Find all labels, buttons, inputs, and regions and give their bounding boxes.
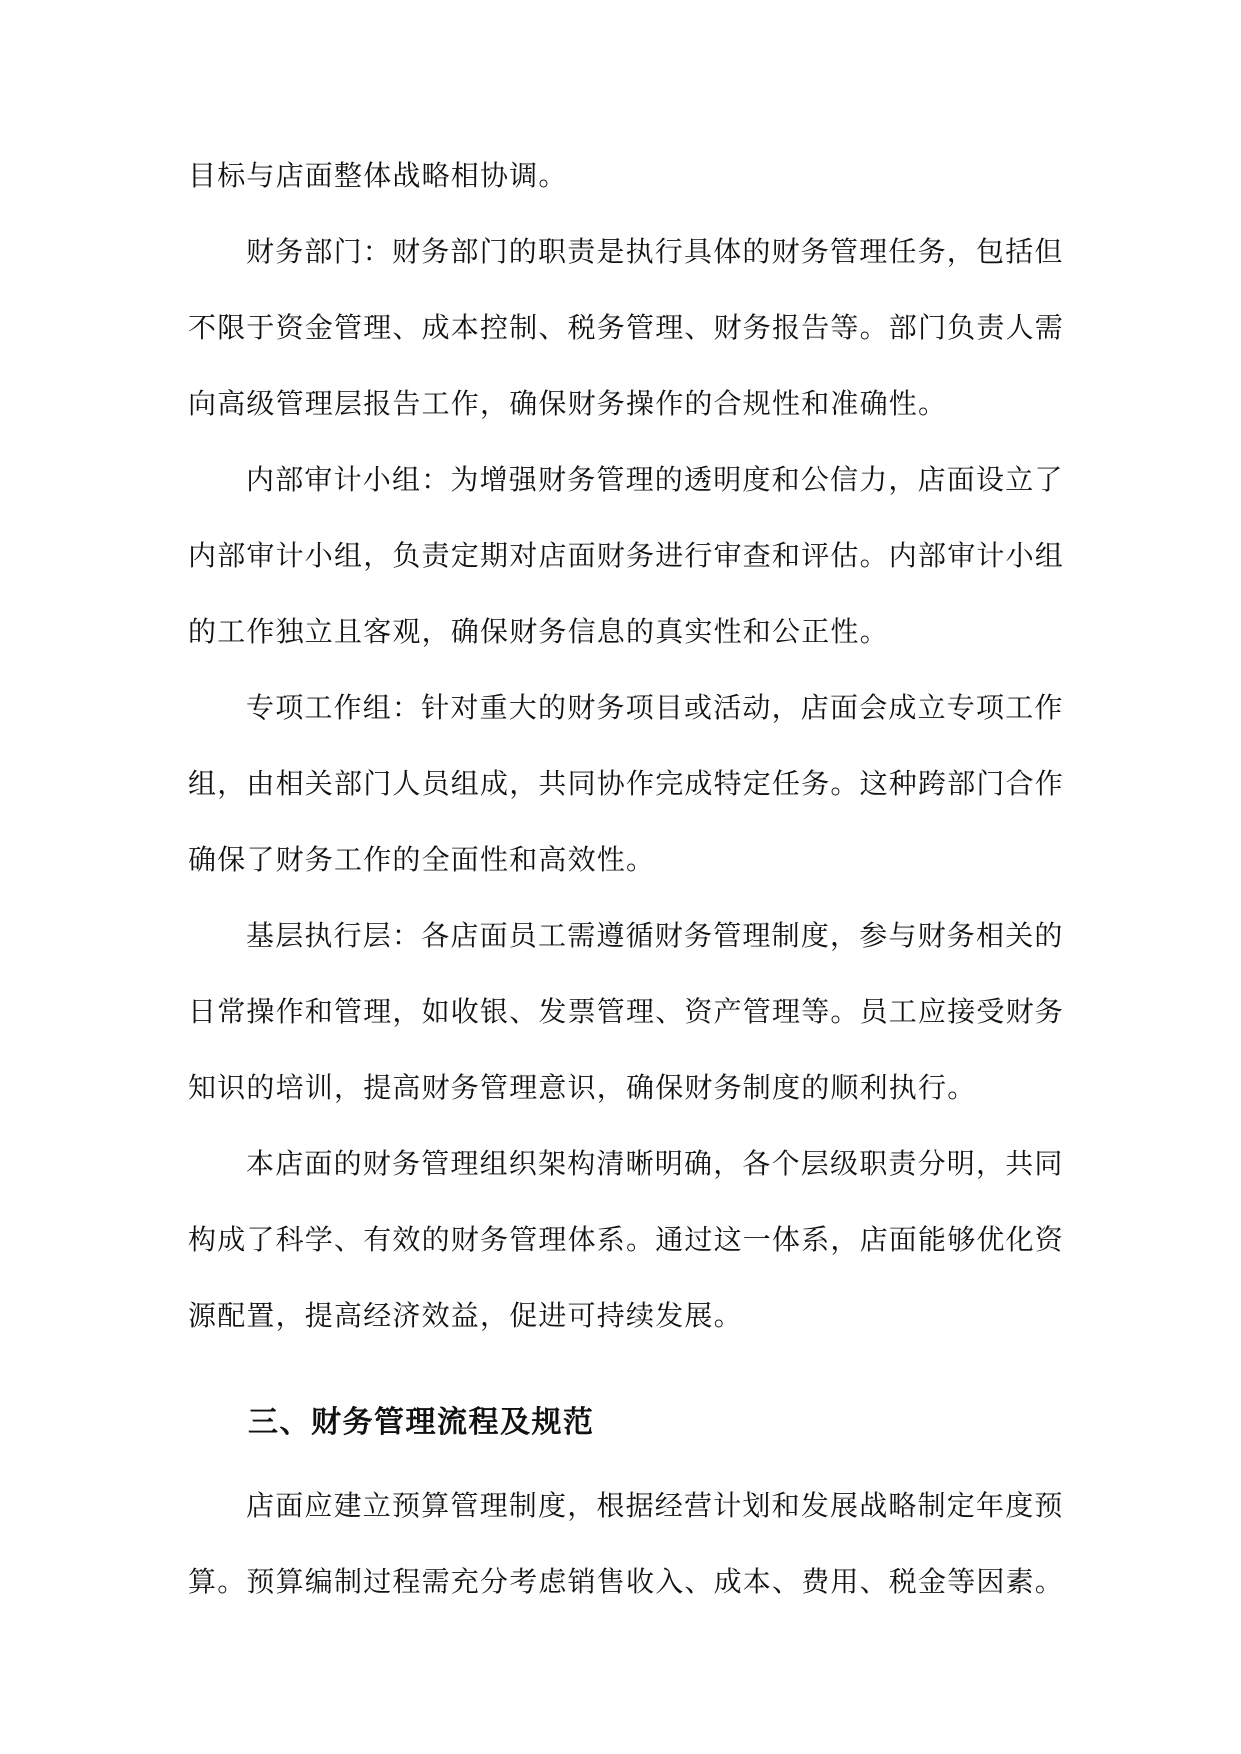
paragraph-line: 专项工作组：针对重大的财务项目或活动，店面会成立专项工作 — [246, 691, 1064, 724]
paragraph-line: 的工作独立且客观，确保财务信息的真实性和公正性。 — [188, 615, 889, 648]
section-heading: 三、财务管理流程及规范 — [248, 1405, 595, 1440]
paragraph-line: 源配置，提高经济效益，促进可持续发展。 — [188, 1299, 743, 1332]
paragraph-line: 算。预算编制过程需充分考虑销售收入、成本、费用、税金等因素。 — [188, 1565, 1065, 1598]
paragraph-line: 日常操作和管理，如收银、发票管理、资产管理等。员工应接受财务 — [188, 995, 1065, 1028]
paragraph-line: 内部审计小组：为增强财务管理的透明度和公信力，店面设立了 — [246, 463, 1064, 496]
paragraph-line: 本店面的财务管理组织架构清晰明确，各个层级职责分明，共同 — [246, 1147, 1064, 1180]
paragraph-line: 知识的培训，提高财务管理意识，确保财务制度的顺利执行。 — [188, 1071, 977, 1104]
paragraph-line: 确保了财务工作的全面性和高效性。 — [188, 843, 656, 876]
paragraph-line: 向高级管理层报告工作，确保财务操作的合规性和准确性。 — [188, 387, 948, 420]
section-body — [188, 1468, 1065, 1620]
paragraph-line: 内部审计小组，负责定期对店面财务进行审查和评估。内部审计小组 — [188, 539, 1065, 572]
paragraph-line: 财务部门：财务部门的职责是执行具体的财务管理任务，包括但 — [246, 235, 1064, 268]
paragraph-line: 组，由相关部门人员组成，共同协作完成特定任务。这种跨部门合作 — [188, 767, 1065, 800]
paragraph-line: 目标与店面整体战略相协调。 — [188, 159, 568, 192]
paragraph-line: 不限于资金管理、成本控制、税务管理、财务报告等。部门负责人需 — [188, 311, 1065, 344]
paragraph-line: 店面应建立预算管理制度，根据经营计划和发展战略制定年度预 — [246, 1489, 1064, 1522]
document-page — [188, 138, 1065, 1354]
paragraph-line: 基层执行层：各店面员工需遵循财务管理制度，参与财务相关的 — [246, 919, 1064, 952]
paragraph-line: 构成了科学、有效的财务管理体系。通过这一体系，店面能够优化资 — [188, 1223, 1065, 1256]
